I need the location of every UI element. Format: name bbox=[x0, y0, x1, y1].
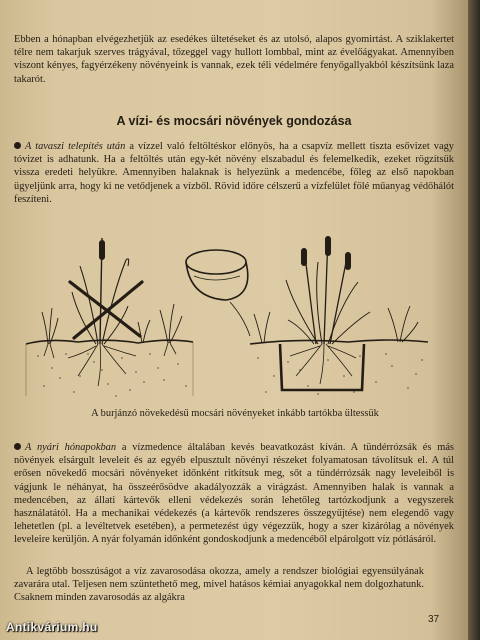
planting-paragraph bbox=[14, 140, 454, 206]
container-icon bbox=[186, 250, 250, 336]
intro-text: Ebben a hónapban elvégezhetjük az esedékes ültetéseket és az utolsó, alapos gyomirtást. A sziklakertet télre nem takarjuk szerves trágyával, tőzeggel vagy hullott lombbal, mint az évelőágyakat. Amennyiben viszont kényes, fagyérzékeny növényeink is vannak, ezek téli védelmére fenyőgallyakból készítsünk laza takarót. bbox=[14, 34, 454, 85]
marsh-plants-illustration bbox=[18, 226, 448, 406]
page-number: 37 bbox=[428, 614, 440, 625]
intro-paragraph bbox=[14, 33, 454, 86]
bullet-icon bbox=[14, 443, 21, 450]
planting-text: a vízzel való feltöltéskor előnyös, ha a csapvíz mellett tiszta esővizet vagy tóvizet is adhatunk. Ha a feltöltés után egy-két növény elszabadul és felemelkedik, ezeket rögzítsük vissza eredeti helyükre. Amennyiben halaknak is helyezünk a medencébe, főleg az első napokban ügyeljünk arra, hogy ki ne vetődjenek a vízből. Rövid időre célszerű a vízfelület fölé műanyag védőhálót feszíteni. bbox=[14, 141, 454, 205]
turbidity-paragraph: A legtöbb bosszúságot a víz zavarosodása okozza, amely a rendszer biológiai egyensúlyának zavarára utal. Teljesen nem szüntethető meg, mivel hatásos kémiai anyagokkal nem dolgozhatunk. Csaknem minden zavarosodás az algákra bbox=[14, 566, 424, 604]
planting-lead: A tavaszi telepítés után bbox=[25, 141, 126, 152]
cattail-head-left bbox=[99, 240, 105, 260]
section-heading: A vízi- és mocsári növények gondozása bbox=[116, 114, 352, 128]
planting-basket bbox=[280, 344, 364, 390]
ground-right bbox=[250, 340, 428, 344]
figure-caption: A burjánzó növekedésű mocsári növényeket inkább tartókba ültessük bbox=[91, 408, 379, 419]
roots-left bbox=[44, 343, 176, 386]
summer-text: a vízmedence általában kevés beavatkozást kíván. A tündérrózsák és más növények elsárgult leveleit és az egyéb elpusztult növényi részeket folyamatosan távolítsuk el. A túl erősen növekedő mocsári növényeket időnként ritkítsuk meg, sőt a tündérrózsák nagy leveleiből is vágjunk le néhányat, ha összeérősödve akadályozzák a virágzást. Amennyiben halak is vannak a medencében, az állati kártevők elleni védekezés során lehetőleg tartózkodjunk a vegyszerek használatától. Ha a mechanikai védekezés (a kártevők rendszeres összegyűjtése) nem elegendő vagy lehetetlen (pl. a levéltetvek esetében), a permetezést úgy végezzük, hogy a szer kizárólag a növények leveleire kerüljön. A nyár folyamán időnként gondoskodjunk a medencéből elpárolgott víz pótlásáról. bbox=[14, 442, 454, 546]
summer-lead: A nyári hónapokban bbox=[25, 442, 117, 453]
watermark: Antikvárium.hu bbox=[6, 620, 98, 634]
summer-paragraph bbox=[14, 441, 454, 547]
bullet-icon bbox=[14, 142, 21, 149]
cross-mark-icon bbox=[70, 282, 142, 338]
book-edge bbox=[468, 0, 480, 640]
